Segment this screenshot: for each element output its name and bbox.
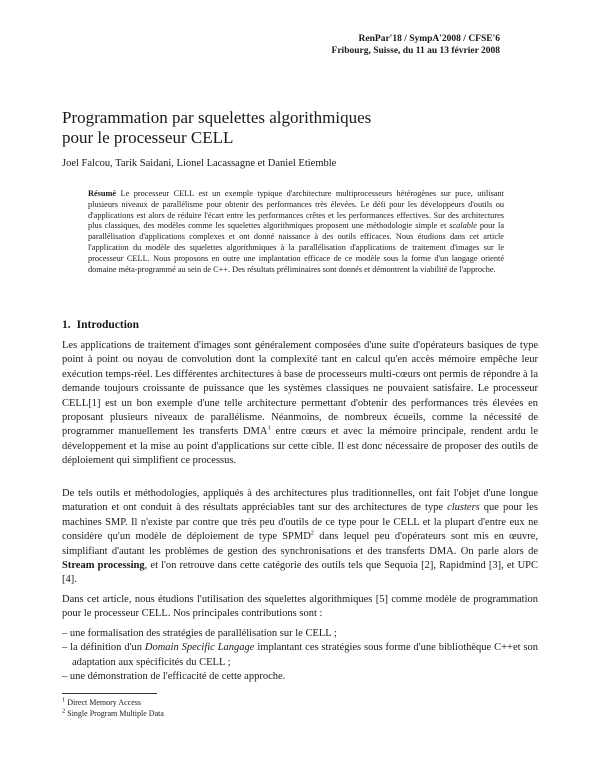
section-number: 1. [62,319,71,331]
footnote-1-text: Direct Memory Access [67,698,142,707]
abstract [88,189,504,275]
paragraph-1-text-a: Les applications de traitement d'images sont généralement composées d'une suite d'opérateurs basiques de type point à point ou noyau de convolution dont la complexité tant en calcul qu'en accès mémoire empêche leur exécution temps-réel. Les différentes architectures à base de processeurs multi-cœurs ont permis de répondre à la demande toujours croissante de puissance que les systèmes classiques ne pouvaient satisfaire. Le processeur CELL[1] est un bon exemple d'une telle architecture permettant d'obtenir des performances très élevées en proposant plusieurs niveaux de parallélisme. Néanmoins, de nombreux écueils, comme la nécessité de programmer manuellement les transferts DMA [62,340,538,438]
abstract-scalable-term: scalable [449,221,477,231]
list-item: – une formalisation des stratégies de parallélisation sur le CELL ; [62,628,337,639]
list-item-2-text-b: implantant ces stratégies sous forme d'une bibliothèque C++et son adaptation aux spécificités du CELL ; [72,642,538,668]
paragraph-2-text-a: De tels outils et méthodologies, appliqués à des architectures plus traditionnelles, ont fait l'objet d'une longue maturation et ont conduit à des résultats appréciables tant sur des architectures de type [62,488,538,514]
paragraph-2-text-b: que pour les machines SMP. Il n'existe par contre que très peu d'outils de ce type pour le CELL et la plupart d'entre eux ne considère qu'un modèle de déploiement de type SPMD [62,502,538,543]
authors: Joel Falcou, Tarik Saidani, Lionel Lacassagne et Daniel Etiemble [62,158,337,169]
conference-header [332,33,500,57]
clusters-term: clusters [447,502,480,514]
footnote-ref-1: 1 [267,424,271,432]
abstract-text-part1: Le processeur CELL est un exemple typique d'architecture multiprocesseurs hétérogènes sur puce, utilisant plusieurs niveaux de parallélisme pour obtenir des performances très élevées. Le défi pour les développeurs d'outils ou d'applications est alors de réduire l'écart entre les performances crêtes et les performances effectives. Sur des architectures plus classiques, des modèles comme les squelettes algorithmiques proposent une méthodologie simple et [88,189,504,231]
stream-processing-term: Stream processing [62,560,145,572]
paragraph-1 [62,339,538,469]
paragraph-2 [62,487,538,588]
footnote-separator [62,693,157,694]
abstract-text-part2: pour la parallélisation d'applications complexes et ont donné naissance à des outils efficaces. Nous étudions dans cet article l'application du modèle des squelettes algorithmiques à la parallélisation d'applications de traitement d'images sur le processeur CELL. Nous proposons en outre une implantation efficace de ce modèle sous la forme d'un langage orienté domaine méta-programmé au sein de C++. Des résultats préliminaires sont donnés et démontrent la viabilité de l'approche. [88,221,505,274]
footnote-2 [62,708,164,719]
title-line-2: pour le processeur CELL [62,128,234,147]
section-title: Introduction [76,319,140,331]
conference-location-date: Fribourg, Suisse, du 11 au 13 février 2008 [331,46,500,56]
list-item-2-text-a: – la définition d'un [62,642,145,654]
contributions-list [62,627,538,685]
paragraph-3: Dans cet article, nous étudions l'utilisation des squelettes algorithmiques [5] comme modèle de programmation pour le processeur CELL. Nos principales contributions sont : [62,594,538,620]
paper-title [62,108,371,148]
conference-name: RenPar'18 / SympA'2008 / CFSE'6 [358,34,500,44]
footnotes [62,697,164,719]
paragraph-2-text-d: , et l'on retrouve dans cette catégorie des outils tels que Sequoia [2], Rapidmind [3], et UPC [4]. [62,560,538,586]
list-item: – une démonstration de l'efficacité de cette approche. [62,671,286,683]
footnote-ref-2: 2 [310,529,315,537]
paragraph-2-text-c: dans lequel peu d'opérateurs sont mis en œuvre, simplifiant d'autant les problèmes de gestion des synchronisations et des transferts DMA. On parle alors de [62,531,538,557]
dsl-term: Domain Specific Langage [144,642,255,654]
footnote-2-text: Single Program Multiple Data [67,709,164,718]
section-heading-introduction [62,319,145,331]
footnote-1 [62,697,164,708]
title-line-1: Programmation par squelettes algorithmiques [62,108,372,127]
footnote-2-number: 2 [62,707,66,715]
list-item [62,641,538,670]
paragraph-1-text-b: entre cœurs et avec la mémoire principale, rendent ardu le développement et la mise au point d'applications sur cette cible. Il est donc nécessaire de proposer des outils de déploiement qui simplifient ce processus. [62,426,539,467]
footnote-1-number: 1 [62,696,66,704]
abstract-label: Résumé [88,189,117,198]
